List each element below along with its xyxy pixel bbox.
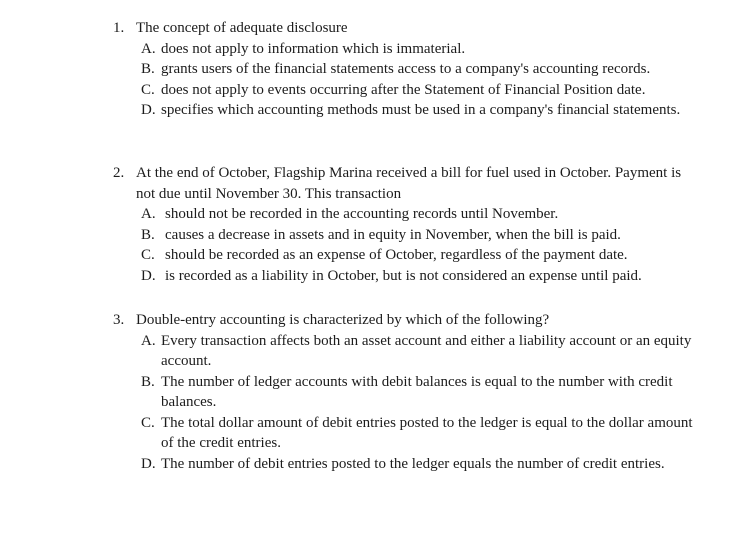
- option-letter: C.: [141, 414, 155, 431]
- option-text: grants users of the financial statements access to a company's accounting records.: [161, 61, 651, 77]
- option-c: [141, 413, 703, 454]
- question-number: 1.: [113, 20, 125, 36]
- option-b: [141, 225, 703, 246]
- option-letter: D.: [141, 267, 156, 284]
- option-b: [141, 372, 703, 413]
- option-letter: B.: [141, 61, 155, 77]
- question-stem: [113, 310, 703, 331]
- question-stem: [113, 18, 703, 39]
- option-d: [141, 100, 703, 121]
- option-letter: C.: [141, 81, 155, 98]
- question-1: [113, 18, 703, 121]
- question-text: Double-entry accounting is characterized by which of the following?: [136, 312, 550, 328]
- options-list: [113, 331, 703, 475]
- option-text: specifies which accounting methods must be used in a company's financial statements.: [161, 102, 681, 118]
- option-text: Every transaction affects both an asset account and either a liability account or an equity account.: [161, 332, 692, 369]
- question-number: 3.: [113, 312, 125, 328]
- option-letter: A.: [141, 332, 156, 349]
- question-stem: [113, 163, 703, 204]
- option-a: [141, 204, 703, 225]
- question-3: [113, 310, 703, 474]
- options-list: [113, 204, 703, 286]
- option-letter: D.: [141, 102, 156, 118]
- option-b: [141, 59, 703, 80]
- option-text: does not apply to information which is immaterial.: [161, 40, 466, 57]
- question-text: The concept of adequate disclosure: [136, 20, 348, 36]
- option-a: [141, 39, 703, 60]
- option-letter: B.: [141, 373, 155, 390]
- option-d: [141, 266, 703, 287]
- option-text: should be recorded as an expense of October, regardless of the payment date.: [165, 247, 628, 263]
- option-d: [141, 454, 703, 475]
- option-letter: A.: [141, 206, 156, 222]
- option-letter: D.: [141, 455, 156, 472]
- option-a: [141, 331, 703, 372]
- option-letter: C.: [141, 247, 155, 263]
- option-text: The total dollar amount of debit entries posted to the ledger is equal to the dollar amount of the credit entries.: [161, 414, 693, 451]
- option-text: The number of ledger accounts with debit balances is equal to the number with credit balances.: [161, 373, 673, 410]
- option-c: [141, 80, 703, 101]
- options-list: [113, 39, 703, 121]
- option-text: does not apply to events occurring after the Statement of Financial Position date.: [161, 81, 646, 98]
- option-text: causes a decrease in assets and in equity in November, when the bill is paid.: [165, 226, 621, 243]
- option-c: [141, 245, 703, 266]
- question-text: At the end of October, Flagship Marina received a bill for fuel used in October. Payment is not due until November 30. This transaction: [136, 165, 682, 202]
- question-2: [113, 163, 703, 286]
- question-number: 2.: [113, 165, 125, 181]
- option-text: is recorded as a liability in October, but is not considered an expense until paid.: [165, 267, 642, 284]
- option-letter: B.: [141, 226, 155, 243]
- option-text: The number of debit entries posted to the ledger equals the number of credit entries.: [161, 455, 665, 472]
- option-letter: A.: [141, 40, 156, 57]
- option-text: should not be recorded in the accounting records until November.: [165, 206, 559, 222]
